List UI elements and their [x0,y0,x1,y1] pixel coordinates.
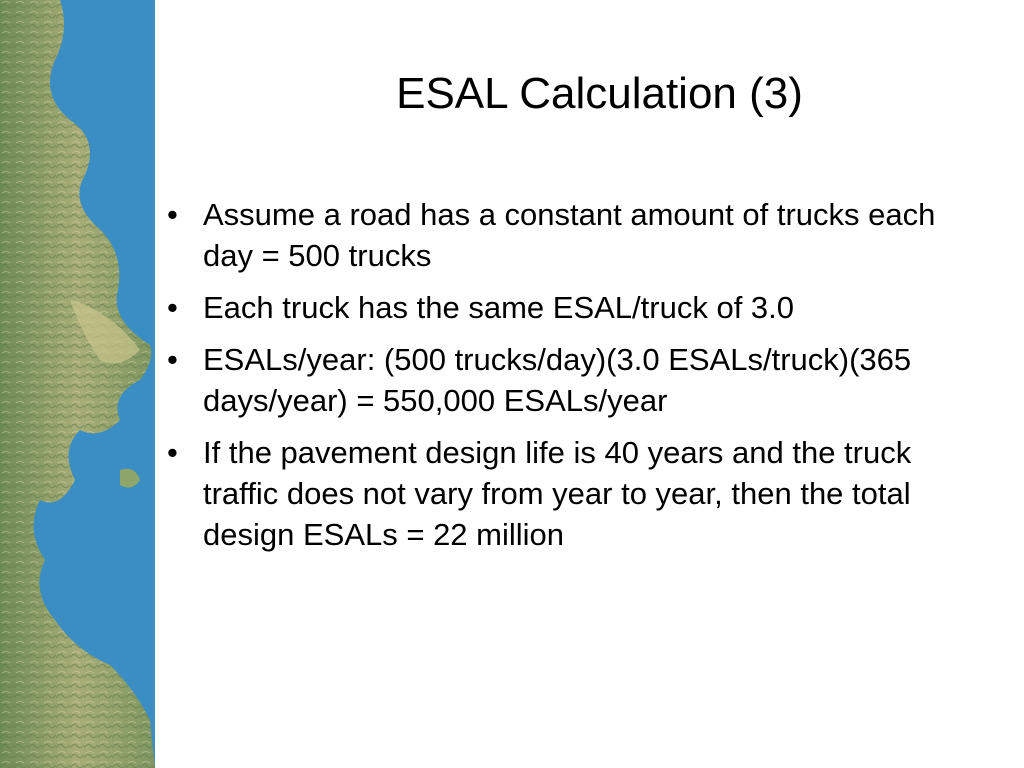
bullet-item [165,287,980,328]
decorative-map-image [0,0,155,768]
bullet-marker: • [167,342,178,377]
bullet-item [165,339,980,421]
bullet-text: Assume a road has a constant amount of trucks each day = 500 trucks [203,197,936,273]
bullet-text: If the pavement design life is 40 years and the truck traffic does not vary from year to year, then the total design ESALs = 22 million [203,435,912,552]
bullet-marker: • [167,290,178,325]
slide-title: ESAL Calculation (3) [396,69,803,118]
bullet-text: Each truck has the same ESAL/truck of 3.0 [203,290,795,325]
bullet-text: ESALs/year: (500 trucks/day)(3.0 ESALs/truck)(365 days/year) = 550,000 ESALs/year [203,342,912,418]
bullet-marker: • [167,435,178,470]
bullet-marker: • [167,197,178,232]
bullet-item [165,432,980,555]
bullet-item [165,194,980,276]
bullet-list [165,194,980,566]
